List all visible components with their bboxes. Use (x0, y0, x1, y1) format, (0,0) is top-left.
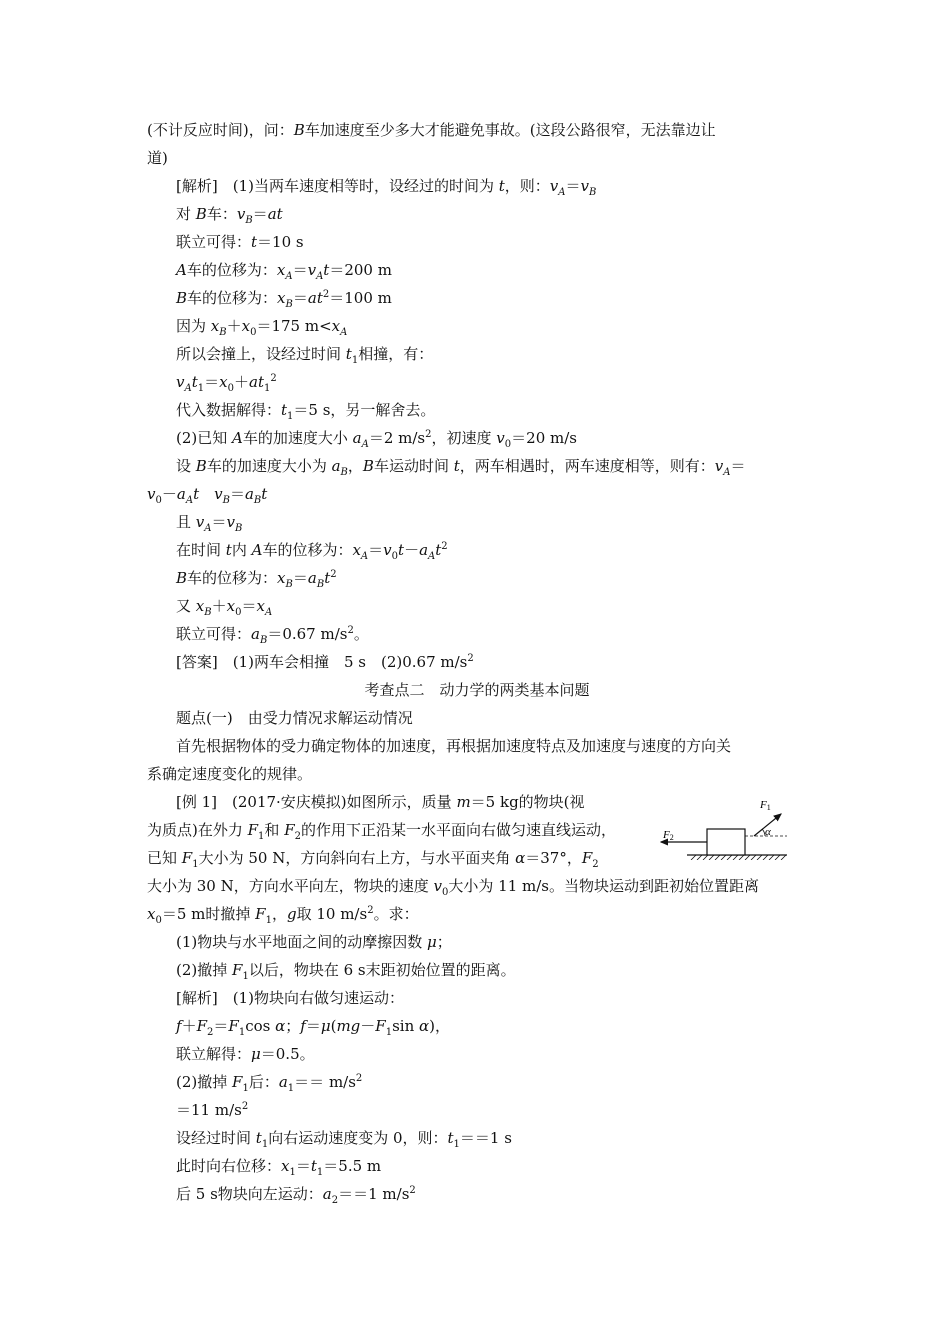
text-line: (1)物块与水平地面之间的动摩擦因数 μ； (176, 933, 452, 951)
text-line: 系确定速度变化的规律。 (147, 765, 313, 783)
text-line: 为质点)在外力 $F_1$和 $F_2$的作用下正沿某一水平面向右做匀速直线运动， (147, 821, 617, 842)
text-line: 已知 $F_1$大小为 50 N，方向斜向右上方，与水平面夹角 α＝37°，$F_2$ (147, 849, 599, 870)
text-line: 又 $x_B+x_0=x_A$ (176, 597, 273, 618)
text-line: 所以会撞上，设经过时间 $t_1$相撞，有： (176, 345, 434, 366)
text-line: $f+F_2=F_1\cos$ α；$f=\mu(mg-F_1\sin$ α)， (176, 1017, 451, 1038)
text-line: 首先根据物体的受力确定物体的加速度，再根据加速度特点及加速度与速度的方向关 (176, 737, 732, 755)
text-line: 代入数据解得：$t_1=5$ s，另一解舍去。 (176, 401, 436, 422)
text-line: 联立可得：t＝10 s (176, 233, 304, 251)
text-line: 联立可得：$a_B=0.67$ $m/s^2$。 (176, 625, 369, 646)
block (707, 829, 745, 855)
text-line: 设经过时间 $t_1$向右运动速度变为 0，则：$t_1==1$ s (176, 1129, 512, 1150)
text-line: A车的位移为：$x_A=v_At=200$ m (176, 261, 392, 282)
force-diagram (657, 798, 787, 860)
text-line: 对 B车：$v_B=at$ (176, 205, 283, 226)
text-line: (2)撤掉 $F_1$后：$a_1== m/s^2$ (176, 1073, 363, 1094)
text-line: $x_0=5$ m时撤掉 $F_1$，g取 10 $m/s^2$。求： (147, 905, 419, 926)
text-line: [解析] (1)物块向右做匀速运动： (176, 989, 404, 1007)
text-line: 在时间 t内 A车的位移为：$x_A=v_0t-a_At^2$ (176, 541, 448, 562)
text-line: 后 5 s物块向左运动：$a_2==1$ $m/s^2$ (176, 1185, 416, 1206)
angle-label: α (765, 826, 771, 838)
text-line: 联立解得：μ＝0.5。 (176, 1045, 315, 1063)
text-line: $v_At_1=x_0+at_1^2$ (176, 373, 277, 394)
text-line: 道) (147, 149, 168, 167)
section-heading: 考查点二 动力学的两类基本问题 (364, 681, 590, 699)
text-line: B车的位移为：$x_B=at^2=100$ m (176, 289, 392, 310)
text-line: (2)撤掉 $F_1$以后，物块在 6 s末距初始位置的距离。 (176, 961, 516, 982)
f1-label: F1 (760, 799, 771, 812)
text-line: (2)已知 A车的加速度大小 $a_A=2$ $m/s^2$，初速度 $v_0=20$ m/s (176, 429, 577, 450)
subsection-heading: 题点(一) 由受力情况求解运动情况 (176, 709, 413, 727)
text-line: [解析] (1)当两车速度相等时，设经过的时间为 t，则：$v_A=v_B$ (176, 177, 597, 198)
f2-label: F2 (663, 829, 674, 842)
text-line: [答案] (1)两车会相撞 5 s (2)0.67 $m/s^2$ (176, 653, 474, 671)
text-line: (不计反应时间)，问：B车加速度至少多大才能避免事故。(这段公路很窄，无法靠边让 (147, 121, 716, 139)
text-line: 设 B车的加速度大小为 $a_B$，B车运动时间 t，两车相遇时，两车速度相等，则有：$v_A=$ (176, 457, 746, 478)
text-line: 大小为 30 N，方向水平向左，物块的速度 $v_0$大小为 11 m/s。当物块运动到距初始位置距离 (147, 877, 759, 898)
text-line: B车的位移为：$x_B=a_Bt^2$ (176, 569, 337, 590)
text-line: 因为 $x_B+x_0=175$ $m<x_A$ (176, 317, 348, 338)
ground-hatch (691, 855, 786, 860)
text-line: $v_0-a_At$ $v_B=a_Bt$ (147, 485, 268, 506)
text-line: 此时向右位移：$x_1=t_1=5.5$ m (176, 1157, 382, 1178)
text-line: [例 1] (2017·安庆模拟)如图所示，质量 m＝5 kg的物块(视 (176, 793, 585, 811)
text-line: 且 $v_A=v_B$ (176, 513, 243, 534)
text-line: ＝11 $m/s^2$ (176, 1101, 249, 1119)
